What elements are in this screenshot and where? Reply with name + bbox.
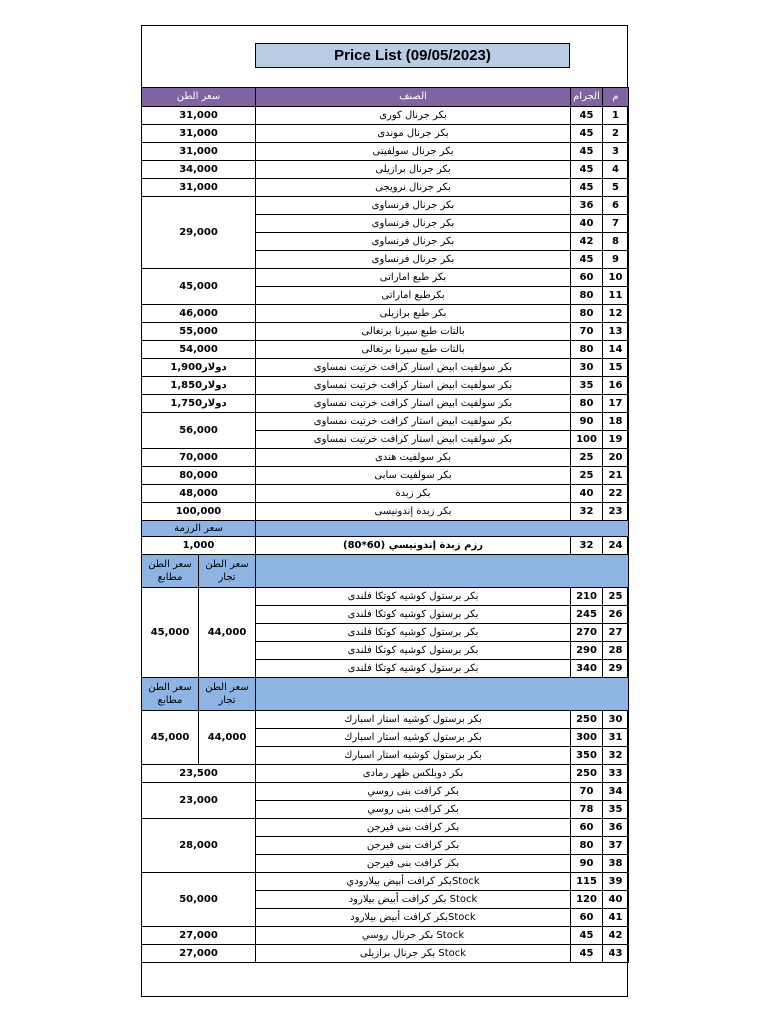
- item-cell: بكر سولفيت هندى: [256, 449, 571, 467]
- row-number: 12: [603, 305, 629, 323]
- row-number: 1: [603, 107, 629, 125]
- traders-price: 44,000: [199, 711, 256, 765]
- item-cell: بكر برستول كوشيه كوتكا فلندى: [256, 588, 571, 606]
- item-cell: بكر كرافت أبيض بيلاروديStock: [256, 873, 571, 891]
- gram-cell: 245: [571, 606, 603, 624]
- item-cell: بكر دوبلكس ظهر رمادى: [256, 765, 571, 783]
- item-cell: بكر جرنال فرنساوى: [256, 215, 571, 233]
- table-row: [142, 945, 629, 963]
- row-number: 27: [603, 624, 629, 642]
- item-cell: بكر جرنال برازيلى: [256, 161, 571, 179]
- item-cell: بكر برستول كوشيه كوتكا فلندى: [256, 642, 571, 660]
- gram-cell: 115: [571, 873, 603, 891]
- row-number: 15: [603, 359, 629, 377]
- table-row: [142, 765, 629, 783]
- item-cell: بكر برستول كوشيه كوتكا فلندى: [256, 624, 571, 642]
- gram-cell: 40: [571, 215, 603, 233]
- row-number: 24: [603, 537, 629, 555]
- item-cell: بكر جرنال روسي Stock: [256, 927, 571, 945]
- row-number: 35: [603, 801, 629, 819]
- band-fill: [256, 555, 629, 588]
- gram-cell: 32: [571, 537, 603, 555]
- gram-cell: 90: [571, 413, 603, 431]
- row-number: 11: [603, 287, 629, 305]
- item-cell: رزم زبدة إندونيسي (60*80): [256, 537, 571, 555]
- table-row: [142, 485, 629, 503]
- gram-cell: 210: [571, 588, 603, 606]
- item-cell: بكر زبدة إندونيسى: [256, 503, 571, 521]
- row-number: 20: [603, 449, 629, 467]
- row-number: 36: [603, 819, 629, 837]
- item-cell: بكر طبع اماراتى: [256, 269, 571, 287]
- item-cell: بكر جرنال كورى: [256, 107, 571, 125]
- item-cell: بكر كرافت بنى فيرجن: [256, 837, 571, 855]
- header-item: الصنف: [256, 88, 571, 107]
- gram-cell: 25: [571, 467, 603, 485]
- factories-price: 45,000: [142, 711, 199, 765]
- gram-cell: 32: [571, 503, 603, 521]
- price-cell: 31,000: [142, 179, 256, 197]
- item-cell: بكر برستول كوشيه استار اسبارك: [256, 747, 571, 765]
- price-cell: 1,850دولار: [142, 377, 256, 395]
- gram-cell: 100: [571, 431, 603, 449]
- gram-cell: 42: [571, 233, 603, 251]
- row-number: 13: [603, 323, 629, 341]
- table-row: [142, 395, 629, 413]
- gram-cell: 70: [571, 323, 603, 341]
- row-number: 9: [603, 251, 629, 269]
- gram-cell: 45: [571, 143, 603, 161]
- table-row: [142, 467, 629, 485]
- item-cell: بكر كرافت أبيض بيلارودStock: [256, 909, 571, 927]
- table-row: [142, 161, 629, 179]
- gram-cell: 90: [571, 855, 603, 873]
- gram-cell: 78: [571, 801, 603, 819]
- price-table: [141, 87, 629, 963]
- table-row: [142, 588, 629, 606]
- row-number: 8: [603, 233, 629, 251]
- gram-cell: 80: [571, 341, 603, 359]
- item-cell: بكر جرنال برازيلى Stock: [256, 945, 571, 963]
- gram-cell: 45: [571, 927, 603, 945]
- gram-cell: 250: [571, 711, 603, 729]
- table-row: [142, 711, 629, 729]
- factories-price: 45,000: [142, 588, 199, 678]
- gram-cell: 45: [571, 125, 603, 143]
- table-row: [142, 449, 629, 467]
- table-row: [142, 305, 629, 323]
- band-fill: [256, 521, 629, 537]
- table-row: [142, 179, 629, 197]
- price-cell: 31,000: [142, 107, 256, 125]
- row-number: 28: [603, 642, 629, 660]
- row-number: 42: [603, 927, 629, 945]
- gram-cell: 290: [571, 642, 603, 660]
- price-cell: 29,000: [142, 197, 256, 269]
- item-cell: بالتات طبع سيرنا برتغالى: [256, 323, 571, 341]
- gram-cell: 250: [571, 765, 603, 783]
- price-cell: 31,000: [142, 143, 256, 161]
- item-cell: بكر جرنال موندى: [256, 125, 571, 143]
- gram-cell: 45: [571, 161, 603, 179]
- table-row: [142, 125, 629, 143]
- gram-cell: 36: [571, 197, 603, 215]
- bundle-band: [142, 521, 629, 537]
- price-cell: 23,500: [142, 765, 256, 783]
- gram-cell: 45: [571, 107, 603, 125]
- gram-cell: 300: [571, 729, 603, 747]
- row-number: 14: [603, 341, 629, 359]
- header-price: سعر الطن: [142, 88, 256, 107]
- item-cell: بكر سولفيت ابيض استار كرافت خرتيت نمساوى: [256, 431, 571, 449]
- row-number: 31: [603, 729, 629, 747]
- price-cell: 54,000: [142, 341, 256, 359]
- price-cell: 80,000: [142, 467, 256, 485]
- gram-cell: 270: [571, 624, 603, 642]
- gram-cell: 80: [571, 395, 603, 413]
- price-cell: 70,000: [142, 449, 256, 467]
- price-cell: 34,000: [142, 161, 256, 179]
- item-cell: بكر برستول كوشيه استار اسبارك: [256, 711, 571, 729]
- band-fill: [256, 678, 629, 711]
- table-row: [142, 377, 629, 395]
- item-cell: بكر سولفيت ابيض استار كرافت خرتيت نمساوى: [256, 395, 571, 413]
- gram-cell: 45: [571, 945, 603, 963]
- row-number: 37: [603, 837, 629, 855]
- row-number: 25: [603, 588, 629, 606]
- factories-price-header: سعر الطن مطابع: [142, 678, 199, 711]
- gram-cell: 60: [571, 909, 603, 927]
- row-number: 5: [603, 179, 629, 197]
- price-cell: 23,000: [142, 783, 256, 819]
- row-number: 3: [603, 143, 629, 161]
- item-cell: بكر جرنال نرويجى: [256, 179, 571, 197]
- item-cell: بكر برستول كوشيه كوتكا فلندى: [256, 660, 571, 678]
- item-cell: بكر كرافت بنى فيرجن: [256, 855, 571, 873]
- gram-cell: 120: [571, 891, 603, 909]
- gram-cell: 70: [571, 783, 603, 801]
- row-number: 41: [603, 909, 629, 927]
- table-row: [142, 359, 629, 377]
- header-gram: الجرام: [571, 88, 603, 107]
- price-cell: 1,000: [142, 537, 256, 555]
- row-number: 32: [603, 747, 629, 765]
- price-cell: 46,000: [142, 305, 256, 323]
- row-number: 21: [603, 467, 629, 485]
- gram-cell: 45: [571, 251, 603, 269]
- price-cell: 100,000: [142, 503, 256, 521]
- item-cell: بكر سولفيت ابيض استار كرافت خرتيت نمساوى: [256, 413, 571, 431]
- item-cell: بكر كرافت أبيض بيلارود Stock: [256, 891, 571, 909]
- table-row: [142, 341, 629, 359]
- item-cell: بكر سولفيت سابى: [256, 467, 571, 485]
- price-cell: 1,750دولار: [142, 395, 256, 413]
- item-cell: بالتات طبع سيرنا برتغالى: [256, 341, 571, 359]
- row-number: 33: [603, 765, 629, 783]
- table-row: [142, 927, 629, 945]
- price-cell: 28,000: [142, 819, 256, 873]
- row-number: 23: [603, 503, 629, 521]
- item-cell: بكر جرنال سولفيتى: [256, 143, 571, 161]
- price-cell: 27,000: [142, 945, 256, 963]
- item-cell: بكر زبدة: [256, 485, 571, 503]
- gram-cell: 60: [571, 269, 603, 287]
- row-number: 19: [603, 431, 629, 449]
- row-number: 34: [603, 783, 629, 801]
- gram-cell: 80: [571, 837, 603, 855]
- gram-cell: 340: [571, 660, 603, 678]
- table-row: [142, 783, 629, 801]
- table-row: [142, 413, 629, 431]
- group-band: [142, 555, 629, 588]
- row-number: 2: [603, 125, 629, 143]
- page-title: Price List (09/05/2023): [255, 43, 570, 68]
- gram-cell: 60: [571, 819, 603, 837]
- row-number: 39: [603, 873, 629, 891]
- gram-cell: 80: [571, 305, 603, 323]
- gram-cell: 40: [571, 485, 603, 503]
- table-row: [142, 269, 629, 287]
- row-number: 18: [603, 413, 629, 431]
- price-cell: 56,000: [142, 413, 256, 449]
- row-number: 17: [603, 395, 629, 413]
- table-row: [142, 197, 629, 215]
- price-cell: 45,000: [142, 269, 256, 305]
- row-number: 38: [603, 855, 629, 873]
- item-cell: بكر سولفيت ابيض استار كرافت خرتيت نمساوى: [256, 359, 571, 377]
- gram-cell: 45: [571, 179, 603, 197]
- row-number: 16: [603, 377, 629, 395]
- item-cell: بكر كرافت بنى فيرجن: [256, 819, 571, 837]
- row-number: 40: [603, 891, 629, 909]
- row-number: 22: [603, 485, 629, 503]
- price-cell: 27,000: [142, 927, 256, 945]
- row-number: 7: [603, 215, 629, 233]
- table-row: [142, 537, 629, 555]
- table-header: [142, 88, 629, 107]
- traders-price-header: سعر الطن تجار: [199, 678, 256, 711]
- item-cell: بكر كرافت بنى روسي: [256, 801, 571, 819]
- gram-cell: 30: [571, 359, 603, 377]
- gram-cell: 35: [571, 377, 603, 395]
- gram-cell: 350: [571, 747, 603, 765]
- item-cell: بكر جرنال فرنساوى: [256, 251, 571, 269]
- item-cell: بكر برستول كوشيه كوتكا فلندى: [256, 606, 571, 624]
- table-row: [142, 107, 629, 125]
- item-cell: بكر برستول كوشيه استار اسبارك: [256, 729, 571, 747]
- price-cell: 1,900دولار: [142, 359, 256, 377]
- price-cell: 50,000: [142, 873, 256, 927]
- row-number: 4: [603, 161, 629, 179]
- price-cell: 31,000: [142, 125, 256, 143]
- row-number: 26: [603, 606, 629, 624]
- row-number: 29: [603, 660, 629, 678]
- factories-price-header: سعر الطن مطابع: [142, 555, 199, 588]
- row-number: 10: [603, 269, 629, 287]
- item-cell: بكر طبع برازيلى: [256, 305, 571, 323]
- table-row: [142, 819, 629, 837]
- table-row: [142, 323, 629, 341]
- traders-price: 44,000: [199, 588, 256, 678]
- traders-price-header: سعر الطن تجار: [199, 555, 256, 588]
- gram-cell: 80: [571, 287, 603, 305]
- header-num: م: [603, 88, 629, 107]
- item-cell: بكر جرنال فرنساوى: [256, 197, 571, 215]
- item-cell: بكر جرنال فرنساوى: [256, 233, 571, 251]
- item-cell: بكرطبع اماراتى: [256, 287, 571, 305]
- table-row: [142, 873, 629, 891]
- price-cell: 48,000: [142, 485, 256, 503]
- row-number: 6: [603, 197, 629, 215]
- item-cell: بكر سولفيت ابيض استار كرافت خرتيت نمساوى: [256, 377, 571, 395]
- group-band: [142, 678, 629, 711]
- row-number: 43: [603, 945, 629, 963]
- gram-cell: 25: [571, 449, 603, 467]
- price-cell: 55,000: [142, 323, 256, 341]
- row-number: 30: [603, 711, 629, 729]
- bundle-header: سعر الرزمة: [142, 521, 256, 537]
- table-row: [142, 503, 629, 521]
- item-cell: بكر كرافت بنى روسي: [256, 783, 571, 801]
- table-row: [142, 143, 629, 161]
